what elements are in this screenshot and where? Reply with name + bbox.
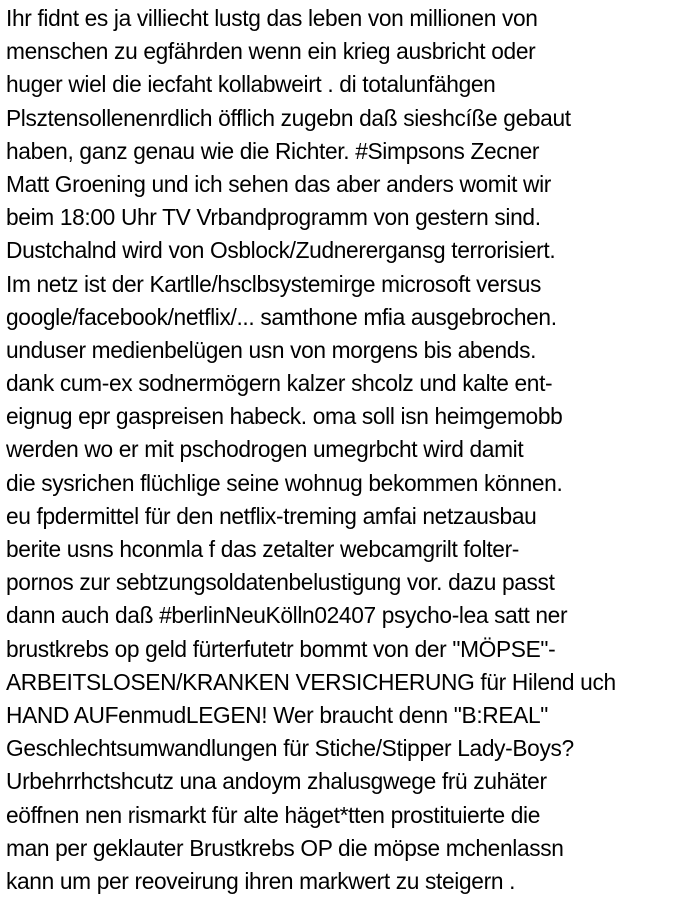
text-line: man per geklauter Brustkrebs OP die möpse mchenlassn bbox=[6, 834, 564, 861]
text-line: Plsztensollenenrdlich öfflich zugebn daß sieshcíße gebaut bbox=[6, 104, 571, 131]
text-line: Dustchalnd wird von Osblock/Zudnerergansg terrorisiert. bbox=[6, 237, 556, 264]
text-line: eu fpdermittel für den netflix-treming amfai netzausbau bbox=[6, 502, 537, 529]
text-line: haben, ganz genau wie die Richter. #Simpsons Zecner bbox=[6, 137, 540, 164]
text-line: eöffnen nen rismarkt für alte häget*tten prostituierte die bbox=[6, 801, 541, 828]
text-line: Ihr fidnt es ja villiecht lustg das leben von millionen von bbox=[6, 5, 538, 31]
text-line: die sysrichen flüchlige seine wohnug bekommen können. bbox=[6, 469, 563, 496]
text-block bbox=[6, 2, 684, 898]
text-line: dann auch daß #berlinNeuKölln02407 psycho-lea satt ner bbox=[6, 602, 568, 629]
text-line: Urbehrrhctshcutz una andoym zhalusgwege frü zuhäter bbox=[6, 768, 547, 795]
text-line: menschen zu egfährden wenn ein krieg ausbricht oder bbox=[6, 38, 536, 65]
text-line: beim 18:00 Uhr TV Vrbandprogramm von gestern sind. bbox=[6, 204, 541, 231]
text-line: dank cum-ex sodnermögern kalzer shcolz und kalte ent- bbox=[6, 370, 553, 397]
text-line: google/facebook/netflix/... samthone mfia ausgebrochen. bbox=[6, 303, 557, 330]
text-line: huger wiel die iecfaht kollabweirt . di totalunfähgen bbox=[6, 71, 496, 98]
text-line: kann um per reoveirung ihren markwert zu steigern . bbox=[6, 867, 516, 894]
text-line: HAND AUFenmudLEGEN! Wer braucht denn "B:REAL" bbox=[6, 701, 549, 728]
text-line: ARBEITSLOSEN/KRANKEN VERSICHERUNG für Hilend uch bbox=[6, 668, 616, 695]
text-line: brustkrebs op geld fürterfutetr bommt von der "MÖPSE"- bbox=[6, 635, 556, 662]
text-line: werden wo er mit pschodrogen umegrbcht wird damit bbox=[6, 436, 524, 463]
text-line: Im netz ist der Kartlle/hsclbsystemirge microsoft versus bbox=[6, 270, 542, 297]
text-line: pornos zur sebtzungsoldatenbelustigung vor. dazu passt bbox=[6, 569, 555, 596]
text-line: Geschlechtsumwandlungen für Stiche/Stipper Lady-Boys? bbox=[6, 735, 574, 762]
text-line: Matt Groening und ich sehen das aber anders womit wir bbox=[6, 170, 552, 197]
text-line: berite usns hconmla f das zetalter webcamgrilt folter- bbox=[6, 536, 520, 562]
text-line: unduser medienbelügen usn von morgens bis abends. bbox=[6, 336, 537, 363]
text-line: eignug epr gaspreisen habeck. oma soll isn heimgemobb bbox=[6, 403, 563, 430]
